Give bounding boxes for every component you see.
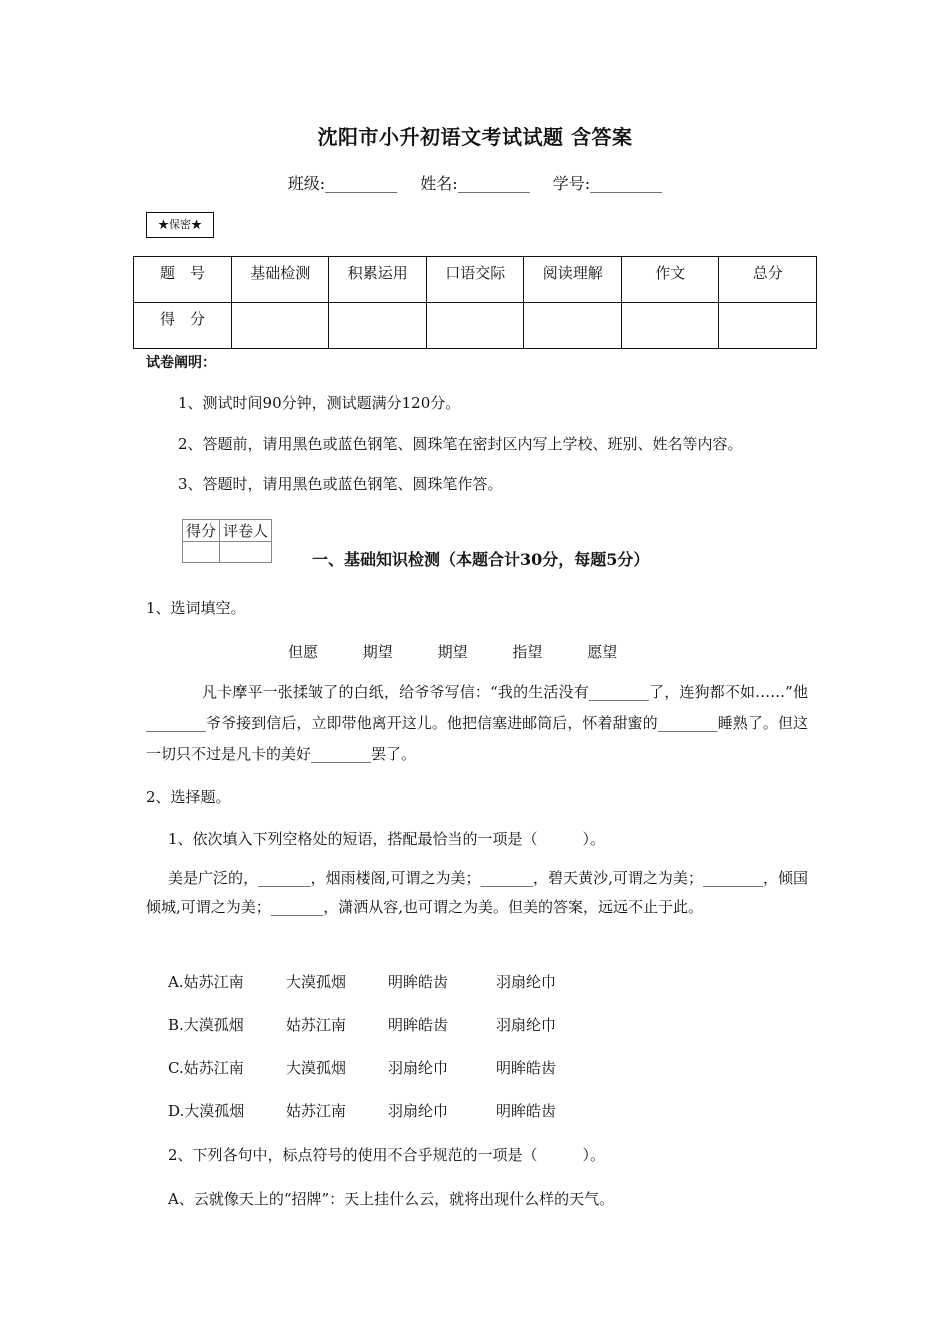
option-text: 羽扇纶巾 <box>496 1016 557 1034</box>
option-text: 明眸皓齿 <box>496 1059 557 1077</box>
score-header-cell: 积累运用 <box>329 257 427 303</box>
score-row-label: 得 分 <box>134 303 232 349</box>
note-item: 3、答题时，请用黑色或蓝色钢笔、圆珠笔作答。 <box>178 475 503 493</box>
class-field[interactable]: 班级:_________ <box>287 174 398 193</box>
option-text: 羽扇纶巾 <box>388 1102 449 1120</box>
notes-heading: 试卷阐明： <box>146 355 216 371</box>
score-entry-cell[interactable] <box>621 303 719 349</box>
option-text: 姑苏江南 <box>286 1016 347 1034</box>
name-field[interactable]: 姓名:_________ <box>420 174 530 193</box>
score-entry-cell[interactable] <box>524 303 622 349</box>
grader-score-label: 得分 <box>183 520 220 542</box>
score-header-cell: 阅读理解 <box>524 257 622 303</box>
option-text: C.姑苏江南 <box>168 1059 244 1077</box>
subquestion-2-option-a[interactable]: A、云就像天上的“招牌”：天上挂什么云，就将出现什么样的天气。 <box>168 1190 615 1208</box>
question-1-paragraph: 凡卡摩平一张揉皱了的白纸，给爷爷写信：“我的生活没有________了，连狗都不如……”他________爷爷接到信后，立即带他离开这儿。他把信塞进邮筒后，怀着甜蜜的________睡熟了。但这一切只不过是凡卡的美好________罢了。 <box>146 683 808 763</box>
score-table <box>133 256 817 349</box>
score-header-cell: 口语交际 <box>426 257 524 303</box>
option-text: 羽扇纶巾 <box>388 1059 449 1077</box>
score-header-cell: 总分 <box>719 257 817 303</box>
question-1-label: 1、选词填空。 <box>146 599 246 617</box>
grader-score-cell[interactable] <box>183 542 220 563</box>
option-text: 大漠孤烟 <box>286 1059 347 1077</box>
option-text: 明眸皓齿 <box>496 1102 557 1120</box>
word-option: 期望 <box>437 643 468 661</box>
option-text: 羽扇纶巾 <box>496 973 557 991</box>
score-entry-cell[interactable] <box>719 303 817 349</box>
subquestion-2: 2、下列各句中，标点符号的使用不合乎规范的一项是（ ）。 <box>168 1146 606 1164</box>
grader-table <box>182 519 272 563</box>
score-entry-cell[interactable] <box>329 303 427 349</box>
subquestion-1: 1、依次填入下列空格处的短语，搭配最恰当的一项是（ ）。 <box>168 830 606 848</box>
score-entry-cell[interactable] <box>231 303 329 349</box>
word-option: 期望 <box>362 643 393 661</box>
score-header-cell: 作文 <box>621 257 719 303</box>
word-option: 愿望 <box>587 643 618 661</box>
note-item: 1、测试时间90分钟，测试题满分120分。 <box>178 394 461 412</box>
section-title: 一、基础知识检测（本题合计30分，每题5分） <box>312 550 650 569</box>
grader-name-cell[interactable] <box>220 542 272 563</box>
student-info-line <box>0 171 950 194</box>
option-text: 明眸皓齿 <box>388 973 449 991</box>
score-header-cell: 基础检测 <box>231 257 329 303</box>
option-text: 姑苏江南 <box>286 1102 347 1120</box>
word-option: 但愿 <box>288 643 319 661</box>
note-item: 2、答题前，请用黑色或蓝色钢笔、圆珠笔在密封区内写上学校、班别、姓名等内容。 <box>178 435 743 453</box>
page-title: 沈阳市小升初语文考试试题 含答案 <box>317 125 633 149</box>
option-text: D.大漠孤烟 <box>168 1102 245 1120</box>
option-text: 大漠孤烟 <box>286 973 347 991</box>
score-header-cell: 题 号 <box>134 257 232 303</box>
word-bank <box>288 641 657 662</box>
word-option: 指望 <box>512 643 543 661</box>
confidential-badge: ★保密★ <box>146 212 214 238</box>
subquestion-1-paragraph: 美是广泛的，_______，烟雨楼阁,可谓之为美；_______，碧天黄沙,可谓之为美；________，倾国倾城,可谓之为美；_______，潇洒从容,也可谓之为美。但美的答案，远远不止于此。 <box>146 869 808 916</box>
option-text: 明眸皓齿 <box>388 1016 449 1034</box>
option-text: B.大漠孤烟 <box>168 1016 244 1034</box>
score-entry-cell[interactable] <box>426 303 524 349</box>
student-id-field[interactable]: 学号:_________ <box>552 174 663 193</box>
question-2-label: 2、选择题。 <box>146 788 231 806</box>
grader-name-label: 评卷人 <box>220 520 272 542</box>
option-text: A.姑苏江南 <box>168 973 244 991</box>
